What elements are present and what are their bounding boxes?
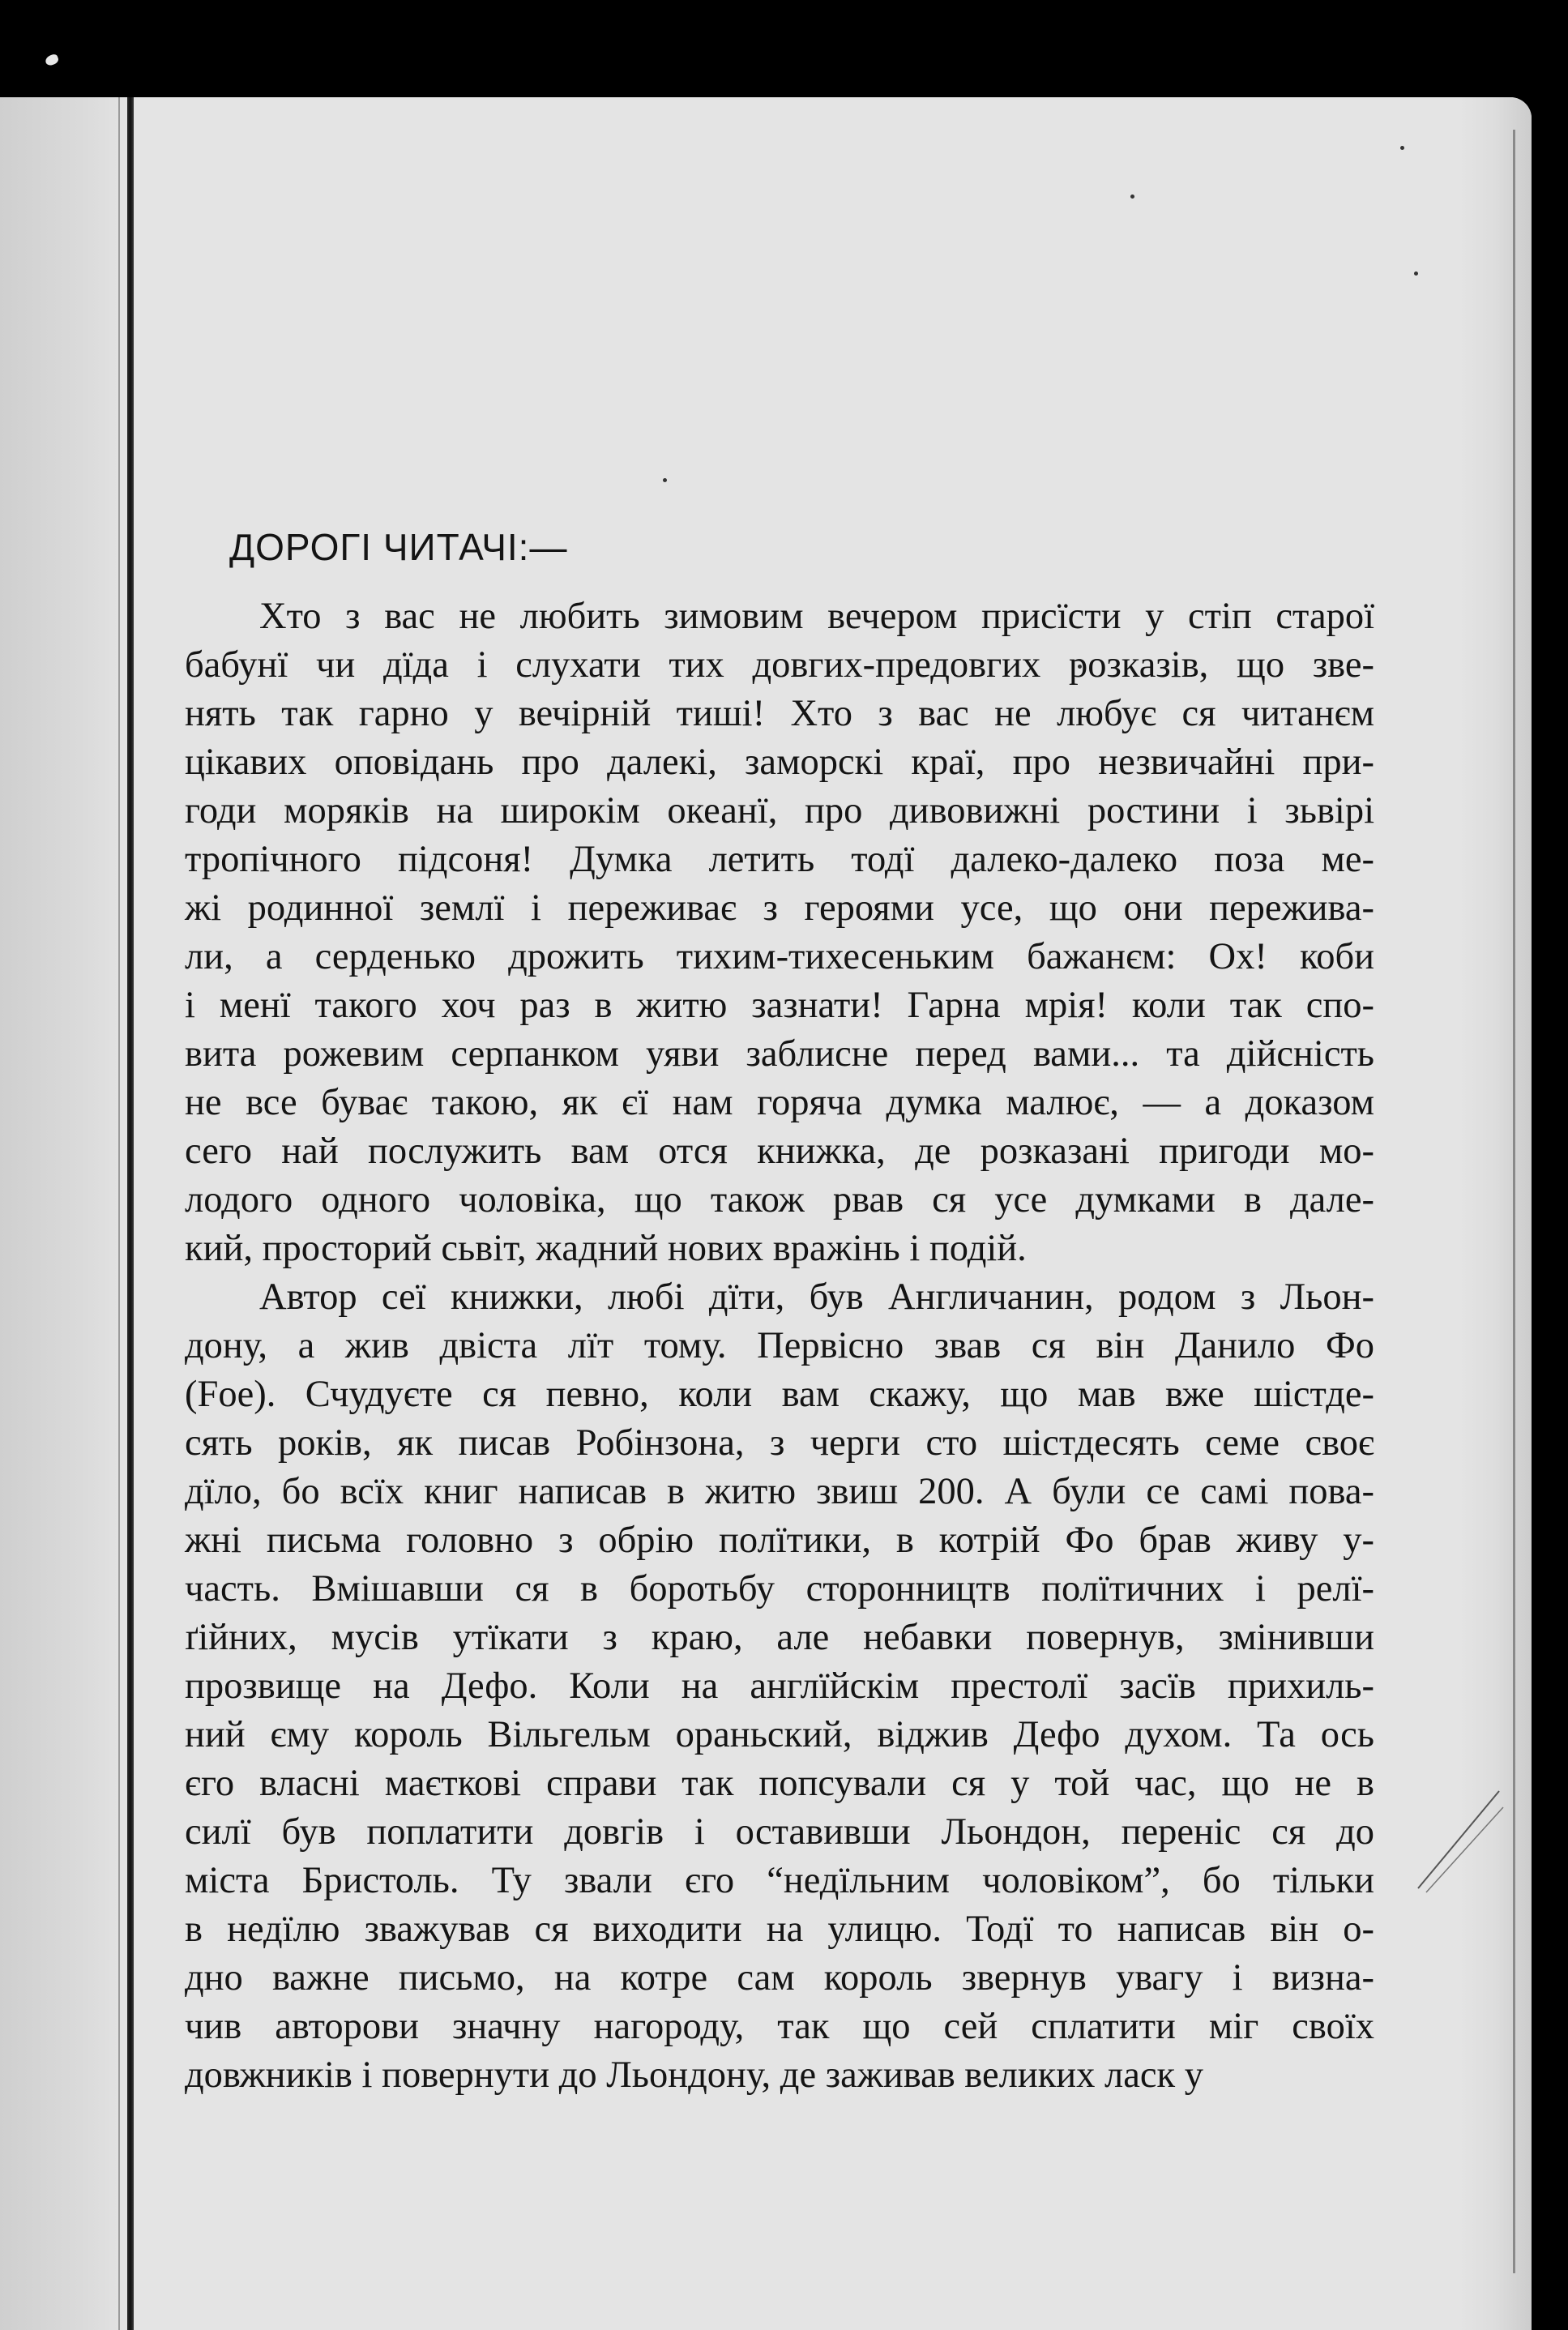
text-line	[185, 787, 1374, 836]
text-line	[185, 1808, 1374, 1857]
text-line-content: (Foe). Счудуєте ся певно, коли вам скажу, що мав вже шістде-	[185, 1374, 1374, 1415]
text-line-content: сять років, як писав Робінзона, з черги сто шістдесять семе своє	[185, 1422, 1374, 1464]
text-line-content: міста Бристоль. Ту звали єго “недїльним чоловіком”, бо тільки	[185, 1860, 1374, 1901]
text-line-content: прозвище на Дефо. Коли на англїйскім престолї засїв прихиль-	[185, 1665, 1374, 1707]
text-line-content: часть. Вмішавши ся в боротьбу сторонництв полїтичних і релї-	[185, 1568, 1374, 1610]
text-line	[185, 1079, 1374, 1127]
text-line	[185, 1954, 1374, 2003]
text-line	[185, 1370, 1374, 1419]
text-line-content: вита рожевим серпанком уяви заблисне перед вами... та дійсність	[185, 1033, 1374, 1075]
text-line-content: єго власні маєткові справи так попсували ся у той час, що не в	[185, 1763, 1374, 1804]
text-line	[185, 1516, 1374, 1565]
text-line	[185, 836, 1374, 884]
page-shade-left	[0, 97, 134, 2330]
text-line-content: ґійних, мусів утїкати з краю, але небавки повернув, змінивши	[185, 1617, 1374, 1658]
speck	[1130, 195, 1134, 199]
text-line-content: дону, а жив двіста лїт тому. Первісно звав ся він Данило Фо	[185, 1325, 1374, 1366]
text-line-content: цікавих оповідань про далекі, заморскі краї, про незвичайні при-	[185, 742, 1374, 783]
text-line-content: жні письма головно з обрію полїтики, в котрій Фо брав живу у-	[185, 1520, 1374, 1561]
text-line	[185, 1176, 1374, 1225]
text-line	[185, 981, 1374, 1030]
speck	[1414, 271, 1418, 276]
text-line-content: Хто з вас не любить зимовим вечером присїсти у стіп старої	[259, 596, 1374, 637]
text-line	[185, 2003, 1374, 2051]
text-line-content: сего най послужить вам отся книжка, де розказані пригоди мо-	[185, 1131, 1374, 1172]
text-line-content: ний єму король Вільгельм ораньский, віджив Дефо духом. Та ось	[185, 1714, 1374, 1755]
text-line	[185, 1030, 1374, 1079]
page-edge-right	[1513, 130, 1515, 2273]
text-line	[185, 1127, 1374, 1176]
text-line-content: довжників і повернути до Льондону, де заживав великих ласк у	[185, 2054, 1203, 2096]
text-line	[185, 1565, 1374, 1614]
text-line-content: чив авторови значну нагороду, так що сей сплатити міг своїх	[185, 2006, 1374, 2047]
text-line-content: годи моряків на широкім океанї, про дивовижні ростини і зьвірі	[185, 790, 1374, 832]
text-line	[185, 1614, 1374, 1662]
text-line	[185, 1273, 1374, 1322]
text-line	[185, 1662, 1374, 1711]
text-line	[185, 1905, 1374, 1954]
text-line-content: ли, а серденько дрожить тихим-тихесеньким бажанєм: Ох! коби	[185, 936, 1374, 977]
text-line-content: силї був поплатити довгів і оставивши Льондон, переніс ся до	[185, 1811, 1374, 1853]
text-line	[185, 1468, 1374, 1516]
paragraph-1	[185, 592, 1374, 1273]
text-line	[185, 2051, 1374, 2100]
paragraph-2	[185, 1273, 1374, 2100]
text-line-content: дно важне письмо, на котре сам король звернув увагу і визна-	[185, 1957, 1374, 1999]
text-line-content: бабунї чи дїда і слухати тих довгих-предовгих розказів, що зве-	[185, 644, 1374, 686]
margin-scratch	[1410, 1783, 1507, 1896]
text-line-content: жі родинної землї і переживає з героями усе, що они пережива-	[185, 887, 1374, 929]
text-line-content: лодого одного чоловіка, що також рвав ся усе думками в дале-	[185, 1179, 1374, 1221]
text-line	[185, 1322, 1374, 1370]
binding-rule	[127, 97, 134, 2330]
text-line	[185, 1419, 1374, 1468]
text-line	[185, 641, 1374, 690]
text-line	[185, 884, 1374, 933]
text-line-content: кий, просторий сьвіт, жадний нових вражінь і подій.	[185, 1228, 1027, 1269]
text-line	[185, 1857, 1374, 1905]
text-line	[185, 933, 1374, 981]
text-line-content: Автор сеї книжки, любі дїти, був Англичанин, родом з Льон-	[259, 1276, 1374, 1318]
text-line-content: і менї такого хоч раз в житю зазнати! Гарна мрія! коли так спо-	[185, 985, 1374, 1026]
text-line	[185, 592, 1374, 641]
speck	[1400, 146, 1404, 150]
speck	[663, 478, 667, 482]
text-line-content: не все буває такою, як єї нам горяча думка малює, — а доказом	[185, 1082, 1374, 1123]
text-line-content: дїло, бо всїх книг написав в житю звиш 200. А були се самі пова-	[185, 1471, 1374, 1512]
text-line	[185, 738, 1374, 787]
text-line-content: тропічного підсоня! Думка летить тодї далеко-далеко поза ме-	[185, 839, 1374, 880]
text-line	[185, 690, 1374, 738]
text-block	[185, 523, 1374, 2100]
text-line	[185, 1225, 1374, 1273]
corner-mark	[44, 53, 59, 67]
text-line	[185, 1759, 1374, 1808]
text-line	[185, 1711, 1374, 1759]
text-line-content: в недїлю зважував ся виходити на улицю. Тодї то написав він о-	[185, 1909, 1374, 1950]
page-shade-right	[1459, 97, 1532, 2330]
page-heading: ДОРОГІ ЧИТАЧІ:—	[229, 526, 568, 568]
text-line-content: нять так гарно у вечірній тиші! Хто з вас не любує ся читанєм	[185, 693, 1374, 734]
binding-rule-faint	[118, 97, 120, 2330]
